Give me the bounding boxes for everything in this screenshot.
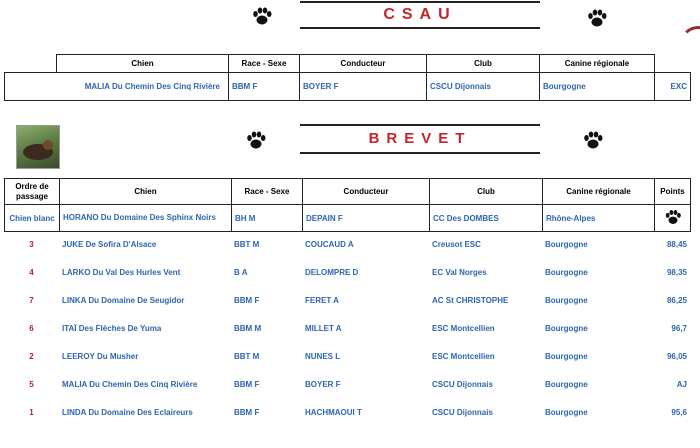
cell-chien: MALIA Du Chemin Des Cinq Rivière — [5, 73, 229, 101]
cell-ordre: 3 — [29, 240, 34, 249]
cell-points: 96,05 — [666, 352, 687, 361]
cell-race: BH M — [232, 205, 303, 232]
csau-title: CSAU — [300, 1, 540, 29]
col-chien: Chien — [57, 55, 229, 73]
cell-club: ESC Montcellien — [432, 324, 495, 333]
cell-race: BBM M — [234, 324, 262, 333]
cell-canine: Bourgogne — [545, 380, 588, 389]
table-row — [4, 320, 690, 337]
cell-points: AJ — [676, 380, 687, 389]
paw-icon — [664, 208, 682, 226]
paw-icon — [245, 129, 267, 151]
col-canine: Canine régionale — [543, 179, 655, 205]
cell-canine: Bourgogne — [545, 408, 588, 417]
cell-conducteur: MILLET A — [305, 324, 342, 333]
cell-club: ESC Montcellien — [432, 352, 495, 361]
cell-points — [655, 205, 691, 232]
cell-ordre: 5 — [29, 380, 34, 389]
col-chien: Chien — [60, 179, 232, 205]
cell-conducteur: FERET A — [305, 296, 339, 305]
brevet-table — [4, 178, 691, 232]
table-row — [4, 264, 690, 281]
cell-ordre: 2 — [29, 352, 34, 361]
col-conducteur: Conducteur — [300, 55, 427, 73]
cell-club: CSCU Dijonnais — [432, 408, 493, 417]
cell-canine: Bourgogne — [545, 296, 588, 305]
cell-chien: MALIA Du Chemin Des Cinq Rivière — [62, 380, 198, 389]
table-row — [4, 404, 690, 421]
cell-club: CSCU Dijonnais — [432, 380, 493, 389]
cell-conducteur: NUNES L — [305, 352, 341, 361]
cell-ordre: 4 — [29, 268, 34, 277]
cell-conducteur: BOYER F — [305, 380, 341, 389]
cell-result: EXC — [655, 73, 691, 101]
cell-club: CSCU Dijonnais — [427, 73, 540, 101]
cell-points: 96,7 — [671, 324, 687, 333]
cell-canine: Bourgogne — [540, 73, 655, 101]
cell-chien: ITAÏ Des Flèches De Yuma — [62, 324, 162, 333]
cell-conducteur: DELOMPRE D — [305, 268, 359, 277]
cell-conducteur: HACHMAOUI T — [305, 408, 362, 417]
brevet-header-row — [5, 179, 691, 205]
cell-chien: JUKE De Sofira D'Alsace — [62, 240, 157, 249]
spacer-cell — [4, 393, 690, 404]
table-row — [5, 73, 691, 101]
cell-race: B A — [234, 268, 248, 277]
row-spacer — [4, 309, 690, 320]
cell-ordre: 1 — [29, 408, 34, 417]
col-race: Race - Sexe — [232, 179, 303, 205]
cell-club: AC St CHRISTOPHE — [432, 296, 509, 305]
cell-race: BBM F — [234, 408, 260, 417]
cell-chien: HORANO Du Domaine Des Sphinx Noirs — [60, 205, 232, 232]
cell-canine: Rhône-Alpes — [543, 205, 655, 232]
row-spacer — [4, 281, 690, 292]
table-row — [4, 348, 690, 365]
cell-chien: LEEROY Du Musher — [62, 352, 139, 361]
cell-conducteur: DEPAIN F — [303, 205, 430, 232]
cell-chien: LINKA Du Domaine De Seugidor — [62, 296, 185, 305]
cell-conducteur: BOYER F — [300, 73, 427, 101]
cell-points: 95,6 — [671, 408, 687, 417]
cell-ordre: Chien blanc — [5, 205, 60, 232]
csau-table — [4, 54, 691, 101]
cell-chien: LARKO Du Val Des Hurles Vent — [62, 268, 181, 277]
table-row — [5, 205, 691, 232]
cell-ordre: 6 — [29, 324, 34, 333]
spacer-cell — [4, 337, 690, 348]
cell-ordre: 7 — [29, 296, 34, 305]
table-row — [4, 236, 690, 253]
cell-club: Creusot ESC — [432, 240, 481, 249]
col-race: Race - Sexe — [229, 55, 300, 73]
paw-icon — [582, 129, 604, 151]
col-ordre: Ordre de passage — [5, 179, 60, 205]
col-canine: Canine régionale — [540, 55, 655, 73]
cell-canine: Bourgogne — [545, 324, 588, 333]
cell-race: BBM F — [229, 73, 300, 101]
cell-race: BBT M — [234, 352, 260, 361]
cell-race: BBT M — [234, 240, 260, 249]
paw-icon — [251, 5, 273, 27]
col-conducteur: Conducteur — [303, 179, 430, 205]
cell-points: 86,25 — [666, 296, 687, 305]
cell-conducteur: COUCAUD A — [305, 240, 354, 249]
spacer-cell — [4, 309, 690, 320]
cell-points: 88,45 — [666, 240, 687, 249]
cell-canine: Bourgogne — [545, 240, 588, 249]
spacer-cell — [4, 281, 690, 292]
cell-chien: LINDA Du Domaine Des Eclaireurs — [62, 408, 193, 417]
spacer-cell — [4, 365, 690, 376]
col-club: Club — [427, 55, 540, 73]
row-spacer — [4, 365, 690, 376]
row-spacer — [4, 393, 690, 404]
cell-race: BBM F — [234, 380, 260, 389]
col-club: Club — [430, 179, 543, 205]
cell-club: CC Des DOMBES — [430, 205, 543, 232]
col-points: Points — [655, 179, 691, 205]
table-row — [4, 292, 690, 309]
row-spacer — [4, 253, 690, 264]
cell-club: EC Val Norges — [432, 268, 487, 277]
brevet-results — [4, 236, 690, 421]
paw-icon — [586, 7, 608, 29]
cell-canine: Bourgogne — [545, 352, 588, 361]
brevet-title: BREVET — [300, 124, 540, 154]
cell-canine: Bourgogne — [545, 268, 588, 277]
cell-race: BBM F — [234, 296, 260, 305]
dog-photo — [16, 125, 60, 169]
row-spacer — [4, 337, 690, 348]
csau-header-row — [5, 55, 691, 73]
spacer-cell — [4, 253, 690, 264]
table-row — [4, 376, 690, 393]
cell-points: 98,35 — [666, 268, 687, 277]
